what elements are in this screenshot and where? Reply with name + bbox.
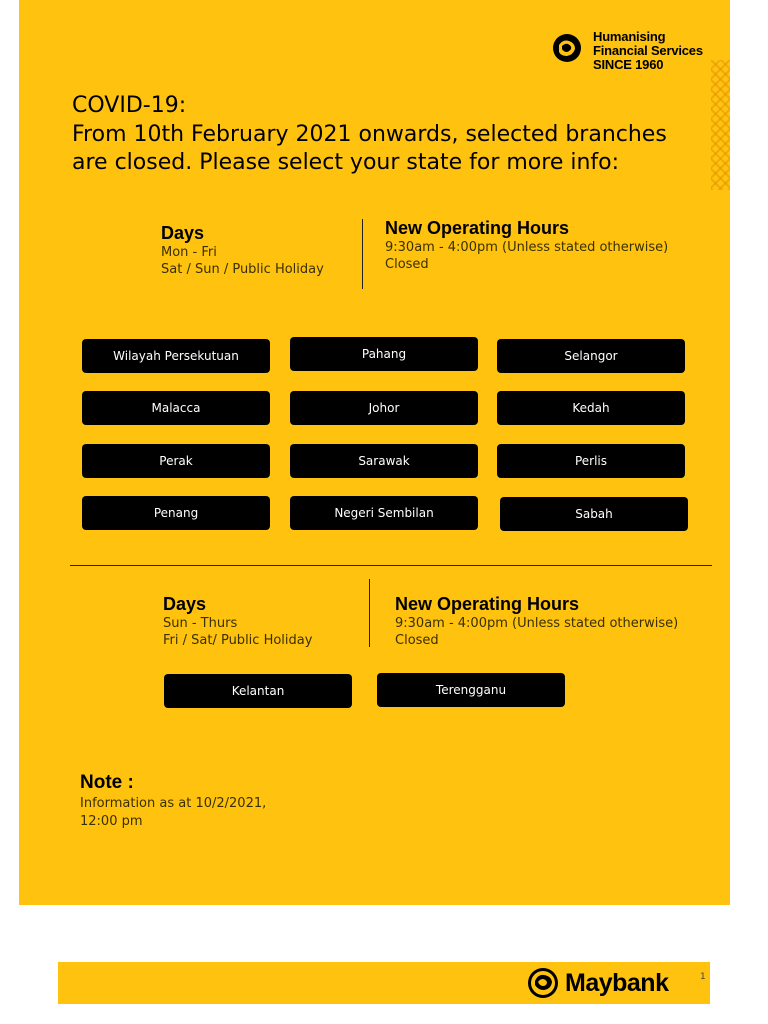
state-button-selangor[interactable]: Selangor (497, 339, 685, 373)
schedule2-days (163, 593, 312, 649)
tagline-line: Financial Services (593, 43, 703, 58)
divider-vertical (369, 579, 370, 647)
state-button-malacca[interactable]: Malacca (82, 391, 270, 425)
note-line: Information as at 10/2/2021, (80, 796, 267, 811)
state-button-penang[interactable]: Penang (82, 496, 270, 530)
hours-line: Closed (395, 633, 439, 648)
maybank-logo (527, 967, 668, 999)
state-button-perlis[interactable]: Perlis (497, 444, 685, 478)
days-line: Fri / Sat/ Public Holiday (163, 633, 313, 648)
maybank-tagline-logo (505, 15, 720, 90)
days-line: Sun - Thurs (163, 616, 238, 631)
hours-header: New Operating Hours (385, 218, 570, 238)
hours-line: 9:30am - 4:00pm (Unless stated otherwise) (395, 616, 679, 631)
divider-vertical (362, 219, 363, 289)
page-headline (72, 92, 692, 178)
maybank-wordmark: Maybank (565, 968, 669, 997)
days-line: Sat / Sun / Public Holiday (161, 262, 324, 277)
schedule1-hours (385, 217, 668, 273)
state-button-negeri-sembilan[interactable]: Negeri Sembilan (290, 496, 478, 530)
state-button-kedah[interactable]: Kedah (497, 391, 685, 425)
state-button-wilayah-persekutuan[interactable]: Wilayah Persekutuan (82, 339, 270, 373)
divider-horizontal (70, 565, 712, 566)
headline-text: From 10th February 2021 onwards, selected branches are closed. Please select your state for more info: (72, 121, 667, 175)
tagline-text (593, 30, 703, 72)
days-header: Days (163, 594, 207, 614)
days-header: Days (161, 223, 205, 243)
schedule1-days (161, 222, 324, 278)
state-button-pahang[interactable]: Pahang (290, 337, 478, 371)
schedule2-hours (395, 593, 678, 649)
page-number: 1 (700, 972, 706, 982)
state-button-perak[interactable]: Perak (82, 444, 270, 478)
note-title: Note : (80, 772, 134, 793)
state-button-kelantan[interactable]: Kelantan (164, 674, 352, 708)
crescent-logo-icon (505, 15, 585, 90)
tagline-line: Humanising (593, 29, 666, 44)
tagline-line: SINCE 1960 (593, 57, 664, 72)
state-button-johor[interactable]: Johor (290, 391, 478, 425)
hours-line: Closed (385, 257, 429, 272)
state-button-sabah[interactable]: Sabah (500, 497, 688, 531)
days-line: Mon - Fri (161, 245, 217, 260)
note-line: 12:00 pm (80, 814, 143, 829)
hours-header: New Operating Hours (395, 594, 580, 614)
tiger-head-icon (527, 967, 559, 999)
hours-line: 9:30am - 4:00pm (Unless stated otherwise) (385, 240, 669, 255)
headline-title: COVID-19: (72, 93, 187, 118)
state-button-sarawak[interactable]: Sarawak (290, 444, 478, 478)
state-button-terengganu[interactable]: Terengganu (377, 673, 565, 707)
